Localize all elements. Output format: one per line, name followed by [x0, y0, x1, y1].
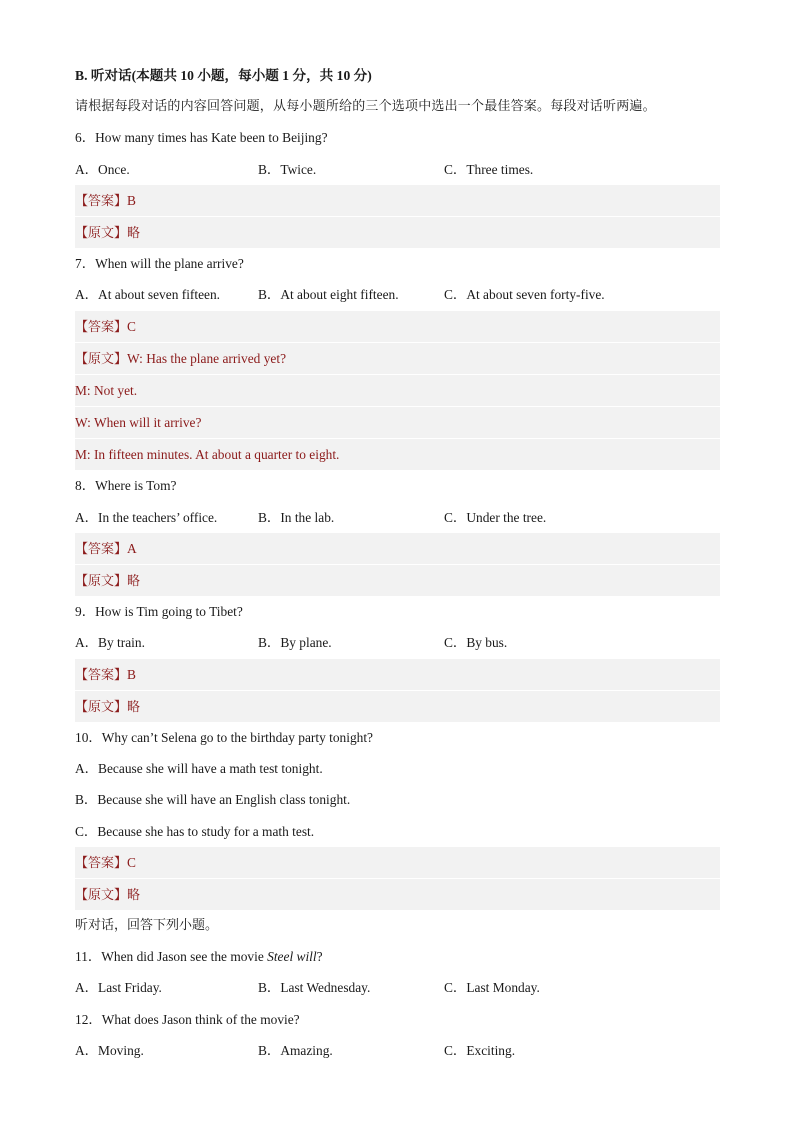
transcript-label: 【原文】	[75, 574, 128, 589]
answer-value: C	[127, 318, 136, 334]
transcript-value: 略	[127, 887, 141, 903]
answer-label: 【答案】	[75, 855, 128, 871]
question-10-transcript	[75, 878, 720, 910]
option-a: A．By train.	[75, 635, 145, 651]
stem-suffix: ?	[316, 949, 323, 965]
movie-title: Steel will	[267, 949, 317, 965]
question-9-answer	[75, 659, 720, 690]
question-9-options	[75, 627, 720, 658]
option-b: B．In the lab.	[258, 509, 335, 525]
question-7-answer	[75, 311, 720, 342]
option-c: C．Three times.	[444, 161, 534, 177]
question-6-stem: 6．How many times has Kate been to Beijing?	[75, 130, 328, 146]
question-7-transcript-line-3: W: When will it arrive?	[75, 406, 720, 438]
question-8-stem: 8．Where is Tom?	[75, 478, 177, 494]
transcript-value: 略	[127, 699, 141, 715]
transcript-label: 【原文】	[75, 225, 128, 241]
answer-label: 【答案】	[75, 319, 128, 335]
question-11-options	[75, 972, 720, 1003]
option-a: A．In the teachers’ office.	[75, 509, 218, 525]
stem-prefix: 11．When did Jason see the movie	[75, 949, 268, 965]
transcript-value: 略	[127, 225, 141, 241]
question-6-answer	[75, 185, 720, 216]
option-c: C．Exciting.	[444, 1042, 516, 1058]
option-a: A．Last Friday.	[75, 980, 162, 996]
option-b: B．Twice.	[258, 161, 317, 177]
question-10-option-a: A．Because she will have a math test tonight.	[75, 761, 323, 777]
option-b: B．Last Wednesday.	[258, 980, 371, 996]
answer-value: B	[127, 192, 136, 208]
question-10-option-c: C．Because she has to study for a math test.	[75, 823, 315, 839]
question-7-transcript-line-4: M: In fifteen minutes. At about a quarter to eight.	[75, 438, 720, 470]
question-8-options	[75, 502, 720, 533]
option-a: A．Moving.	[75, 1042, 144, 1058]
question-7-transcript	[75, 342, 720, 374]
question-10-answer	[75, 847, 720, 878]
transcript-label: 【原文】	[75, 887, 128, 903]
transcript-value: 略	[127, 574, 141, 589]
question-8-transcript	[75, 564, 720, 596]
answer-label: 【答案】	[75, 667, 128, 683]
option-b: B．Amazing.	[258, 1042, 333, 1058]
question-9-stem: 9．How is Tim going to Tibet?	[75, 604, 243, 620]
question-12-stem: 12．What does Jason think of the movie?	[75, 1011, 300, 1027]
option-c: C．At about seven forty-five.	[444, 287, 605, 303]
question-7-options	[75, 279, 720, 310]
option-a: A．At about seven fifteen.	[75, 287, 221, 303]
answer-value: C	[127, 854, 136, 870]
question-6-options	[75, 154, 720, 185]
question-7-stem: 7．When will the plane arrive?	[75, 256, 244, 272]
answer-label: 【答案】	[75, 193, 128, 209]
option-b: B．By plane.	[258, 635, 332, 651]
option-b: B．At about eight fifteen.	[258, 287, 399, 303]
answer-value: B	[127, 666, 136, 682]
answer-label: 【答案】	[75, 541, 128, 557]
dialog-intro: 听对话，回答下列小题。	[75, 918, 219, 934]
question-11-stem	[75, 941, 720, 972]
question-8-answer	[75, 533, 720, 564]
transcript-label: 【原文】	[75, 699, 128, 715]
transcript-label: 【原文】	[75, 351, 128, 367]
section-title: B. 听对话(本题共 10 小题，每小题 1 分，共 10 分)	[75, 68, 372, 83]
answer-value: A	[127, 540, 137, 556]
question-10-option-b: B．Because she will have an English class tonight.	[75, 792, 351, 808]
question-6-transcript	[75, 216, 720, 248]
question-9-transcript	[75, 690, 720, 722]
exam-page	[75, 60, 720, 1066]
question-12-options	[75, 1035, 720, 1066]
option-c: C．By bus.	[444, 635, 508, 651]
transcript-line: W: Has the plane arrived yet?	[127, 350, 287, 366]
section-instruction: 请根据每段对话的内容回答问题，从每小题所给的三个选项中选出一个最佳答案。每段对话听两遍。	[75, 99, 656, 115]
option-c: C．Under the tree.	[444, 509, 547, 525]
option-a: A．Once.	[75, 161, 130, 177]
question-10-stem: 10．Why can’t Selena go to the birthday party tonight?	[75, 729, 373, 745]
option-c: C．Last Monday.	[444, 980, 540, 996]
question-7-transcript-line-2: M: Not yet.	[75, 374, 720, 406]
